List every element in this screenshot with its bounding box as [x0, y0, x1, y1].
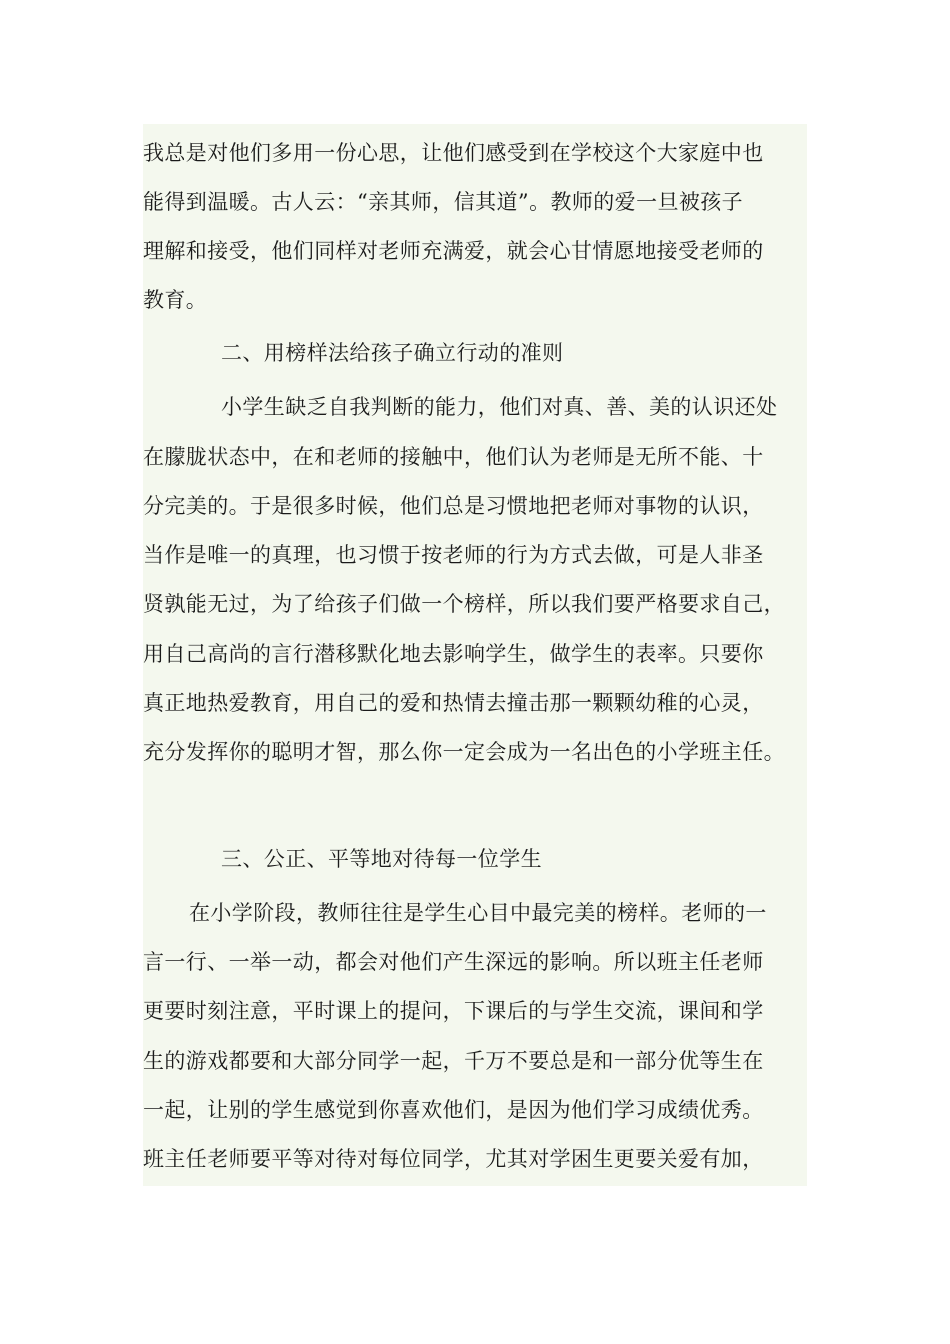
- para3-line-5: 一起，让别的学生感觉到你喜欢他们，是因为他们学习成绩优秀。: [143, 1098, 764, 1122]
- para1-line-1: 我总是对他们多用一份心思，让他们感受到在学校这个大家庭中也: [143, 141, 764, 165]
- para3-line-6: 班主任老师要平等对待对每位同学，尤其对学困生更要关爱有加，: [143, 1147, 764, 1171]
- para1-line-4: 教育。: [143, 288, 208, 312]
- para3-line-1: 在小学阶段，教师往往是学生心目中最完美的榜样。老师的一: [189, 901, 767, 925]
- para2-line-1: 小学生缺乏自我判断的能力，他们对真、善、美的认识还处: [221, 395, 778, 419]
- para2-line-8: 充分发挥你的聪明才智，那么你一定会成为一名出色的小学班主任。: [143, 740, 785, 764]
- para2-line-4: 当作是唯一的真理，也习惯于按老师的行为方式去做，可是人非圣: [143, 543, 764, 567]
- para3-line-2: 言一行、一举一动，都会对他们产生深远的影响。所以班主任老师: [143, 950, 764, 974]
- para2-line-6: 用自己高尚的言行潜移默化地去影响学生，做学生的表率。只要你: [143, 642, 764, 666]
- para3-line-4: 生的游戏都要和大部分同学一起，千万不要总是和一部分优等生在: [143, 1049, 764, 1073]
- para2-line-2: 在朦胧状态中，在和老师的接触中，他们认为老师是无所不能、十: [143, 445, 764, 469]
- para1-line-2: 能得到温暖。古人云：“亲其师，信其道”。教师的爱一旦被孩子: [143, 190, 744, 214]
- section-heading-2: 二、用榜样法给孩子确立行动的准则: [221, 341, 564, 365]
- para3-line-3: 更要时刻注意，平时课上的提问，下课后的与学生交流，课间和学: [143, 999, 764, 1023]
- document-page: [143, 124, 807, 1186]
- section-heading-3: 三、公正、平等地对待每一位学生: [221, 847, 542, 871]
- para2-line-3: 分完美的。于是很多时候，他们总是习惯地把老师对事物的认识，: [143, 494, 764, 518]
- para2-line-5: 贤孰能无过，为了给孩子们做一个榜样，所以我们要严格要求自己，: [143, 592, 785, 616]
- para1-line-3: 理解和接受，他们同样对老师充满爱，就会心甘情愿地接受老师的: [143, 239, 764, 263]
- para2-line-7: 真正地热爱教育，用自己的爱和热情去撞击那一颗颗幼稚的心灵，: [143, 691, 764, 715]
